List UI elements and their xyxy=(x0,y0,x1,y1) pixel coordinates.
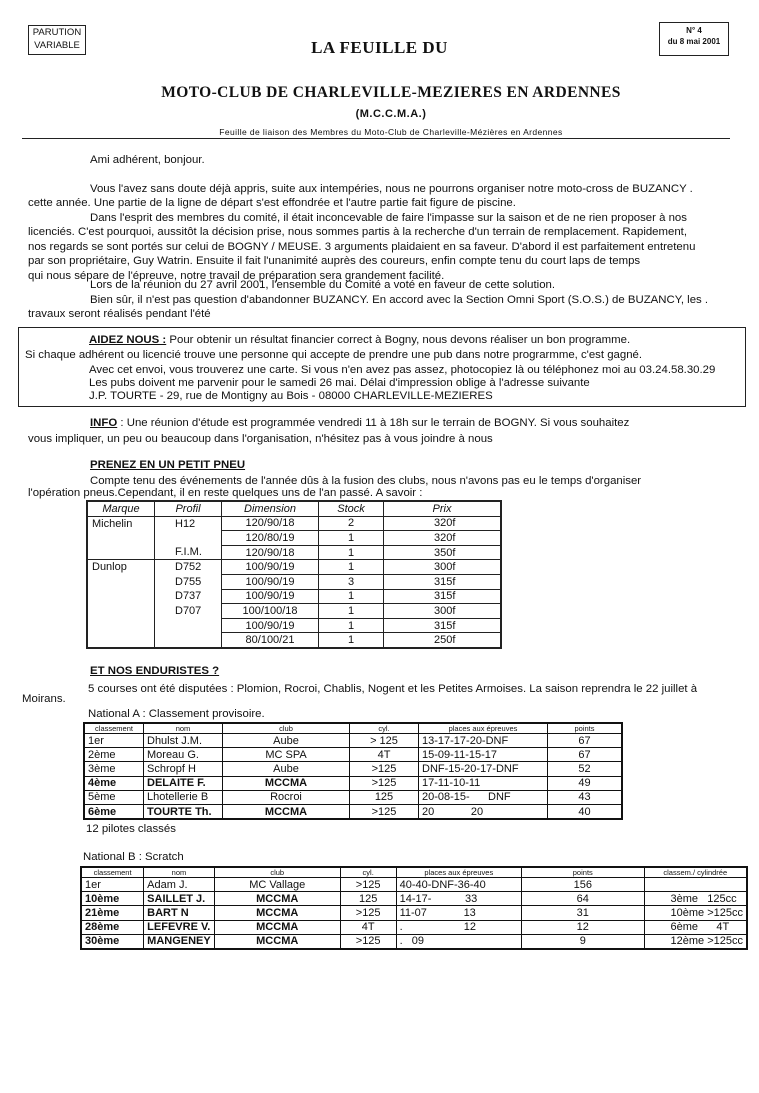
national-a-table xyxy=(83,722,623,820)
name-cell: SAILLET J. xyxy=(144,892,215,906)
issue-box xyxy=(659,22,729,56)
intro-p2-line: qui nous sépare de l'épreuve, notre travail de préparation sera grandement facilité. xyxy=(28,269,445,282)
tire-row xyxy=(87,633,501,648)
points-cell: 49 xyxy=(548,776,623,790)
rank-cell: 6ème xyxy=(84,804,144,819)
cyl-cell: 125 xyxy=(350,790,419,804)
column-header: nom xyxy=(144,723,223,734)
tire-row xyxy=(87,531,501,546)
column-header: classement xyxy=(84,723,144,734)
prix-cell: 350f xyxy=(384,545,502,560)
class-cyl-cell: 12ème >125cc xyxy=(644,934,747,949)
aidez-label: AIDEZ NOUS : xyxy=(89,334,167,346)
column-header: classement xyxy=(81,867,144,878)
stock-cell: 1 xyxy=(319,618,384,633)
prix-cell: 300f xyxy=(384,604,502,619)
aidez-address: J.P. TOURTE - 29, rue de Montigny au Bois - 08000 CHARLEVILLE-MEZIERES xyxy=(89,390,493,402)
marque-cell xyxy=(87,633,155,648)
column-header: nom xyxy=(144,867,215,878)
intro-p1-line: Vous l'avez sans doute déjà appris, suite aux intempéries, nous ne pourrons organiser notre moto-cross de BUZANCY . xyxy=(90,183,693,195)
enduro-heading: ET NOS ENDURISTES ? xyxy=(90,665,220,677)
info-line-2: vous impliquer, un peu ou beaucoup dans l'organisation, n'hésitez pas à vous joindre à nous xyxy=(28,433,493,445)
marque-cell: Michelin xyxy=(87,516,155,531)
national-a-header-row xyxy=(84,723,622,734)
issue-date: du 8 mai 2001 xyxy=(667,37,721,46)
col-profil: Profil xyxy=(155,501,222,516)
rank-cell: 28ème xyxy=(81,920,144,934)
dimension-cell: 100/100/18 xyxy=(222,604,319,619)
intro-p2-line: nos regards se sont portés sur celui de BOGNY / MEUSE. 3 arguments plaidaient en sa faveur. D'abord il est parfaitement entretenu xyxy=(28,240,696,253)
points-cell: 9 xyxy=(522,934,645,949)
cyl-cell: >125 xyxy=(350,804,419,819)
intro-p4-line: Bien sûr, il n'est pas question d'abandonner BUZANCY. En accord avec la Section Omni Sport (S.O.S.) de BUZANCY, les . xyxy=(90,294,709,306)
result-row xyxy=(84,776,622,790)
pneu-heading: PRENEZ EN UN PETIT PNEU xyxy=(90,459,246,471)
points-cell: 31 xyxy=(522,906,645,920)
profil-cell: D752 xyxy=(155,560,222,575)
club-cell: MCCMA xyxy=(214,906,340,920)
column-header: places aux épreuves xyxy=(419,723,548,734)
name-cell: Moreau G. xyxy=(144,748,223,762)
prix-cell: 320f xyxy=(384,516,502,531)
page-title: LA FEUILLE DU xyxy=(311,38,448,57)
tire-row xyxy=(87,516,501,531)
header-rule xyxy=(22,138,730,139)
profil-cell: F.I.M. xyxy=(155,545,222,560)
tire-row xyxy=(87,574,501,589)
club-cell: MCCMA xyxy=(223,804,350,819)
points-cell: 43 xyxy=(548,790,623,804)
rank-cell: 30ème xyxy=(81,934,144,949)
marque-cell xyxy=(87,589,155,604)
stock-cell: 1 xyxy=(319,604,384,619)
cyl-cell: 4T xyxy=(350,748,419,762)
places-cell: 17-11-10-11 xyxy=(419,776,548,790)
name-cell: DELAITE F. xyxy=(144,776,223,790)
club-cell: MC Vallage xyxy=(214,878,340,892)
tire-row xyxy=(87,560,501,575)
rank-cell: 21ème xyxy=(81,906,144,920)
parution-line-2: VARIABLE xyxy=(34,40,80,51)
tire-row xyxy=(87,618,501,633)
pneu-line-2: l'opération pneus.Cependant, il en reste quelques uns de l'an passé. A savoir : xyxy=(28,487,423,499)
info-text: : Une réunion d'étude est programmée vendredi 11 à 18h sur le terrain de BOGNY. Si vous souhaitez xyxy=(117,417,630,429)
club-cell: MCCMA xyxy=(214,920,340,934)
points-cell: 67 xyxy=(548,748,623,762)
points-cell: 40 xyxy=(548,804,623,819)
name-cell: TOURTE Th. xyxy=(144,804,223,819)
dimension-cell: 120/80/19 xyxy=(222,531,319,546)
places-cell: . 09 xyxy=(396,934,521,949)
tagline: Feuille de liaison des Membres du Moto-Club de Charleville-Mézières en Ardennes xyxy=(219,127,563,137)
class-cyl-cell: 3ème 125cc xyxy=(644,892,747,906)
result-row xyxy=(84,748,622,762)
column-header: places aux épreuves xyxy=(396,867,521,878)
intro-p2-line: par son propriétaire, Guy Watrin. Ensuite il fait l'unanimité auprès des coureurs, enfin compte tenu du court laps de temps xyxy=(28,255,641,268)
rank-cell: 3ème xyxy=(84,762,144,776)
profil-cell xyxy=(155,633,222,648)
places-cell: . 12 xyxy=(396,920,521,934)
greeting: Ami adhérent, bonjour. xyxy=(90,154,205,166)
intro-p2-line: Dans l'esprit des membres du comité, il était inconcevable de faire l'impasse sur la saison et de ne rien proposer à nos xyxy=(90,212,687,224)
national-b-header-row xyxy=(81,867,747,878)
col-marque: Marque xyxy=(87,501,155,516)
result-row xyxy=(81,878,747,892)
enduro-line-2: Moirans. xyxy=(22,693,66,705)
column-header: points xyxy=(522,867,645,878)
rank-cell: 5ème xyxy=(84,790,144,804)
info-label: INFO xyxy=(90,417,118,429)
tire-stock-table xyxy=(86,500,502,649)
cyl-cell: 4T xyxy=(340,920,396,934)
prix-cell: 315f xyxy=(384,589,502,604)
class-cyl-cell: 10ème >125cc xyxy=(644,906,747,920)
intro-paragraph-3: Lors de la réunion du 27 avril 2001, l'ensemble du Comité a voté en faveur de cette solution. xyxy=(90,279,556,291)
column-header: club xyxy=(214,867,340,878)
name-cell: Dhulst J.M. xyxy=(144,734,223,748)
intro-paragraph-1 xyxy=(28,182,738,211)
prix-cell: 315f xyxy=(384,574,502,589)
stock-cell: 1 xyxy=(319,560,384,575)
rank-cell: 1er xyxy=(81,878,144,892)
rank-cell: 10ème xyxy=(81,892,144,906)
intro-paragraph-2 xyxy=(28,211,748,283)
profil-cell xyxy=(155,531,222,546)
places-cell: 11-07 13 xyxy=(396,906,521,920)
places-cell: 20 20 xyxy=(419,804,548,819)
rank-cell: 4ème xyxy=(84,776,144,790)
club-cell: Aube xyxy=(223,734,350,748)
result-row xyxy=(84,790,622,804)
stock-cell: 1 xyxy=(319,589,384,604)
cyl-cell: >125 xyxy=(350,776,419,790)
national-a-note: 12 pilotes classés xyxy=(86,823,176,835)
stock-cell: 1 xyxy=(319,633,384,648)
class-cyl-cell xyxy=(644,878,747,892)
rank-cell: 2ème xyxy=(84,748,144,762)
marque-cell xyxy=(87,574,155,589)
parution-line-1: PARUTION xyxy=(32,27,82,38)
places-cell: 20-08-15- DNF xyxy=(419,790,548,804)
col-dimension: Dimension xyxy=(222,501,319,516)
name-cell: Schropf H xyxy=(144,762,223,776)
club-name: MOTO-CLUB DE CHARLEVILLE-MEZIERES EN ARDENNES xyxy=(161,84,621,101)
column-header: cyl. xyxy=(340,867,396,878)
intro-p2-line: licenciés. C'est pourquoi, aussitôt la décision prise, nous sommes partis à la recherche d'un terrain de remplacement. Rapidement, xyxy=(28,226,688,239)
marque-cell xyxy=(87,531,155,546)
profil-cell: D755 xyxy=(155,574,222,589)
places-cell: 14-17- 33 xyxy=(396,892,521,906)
class-cyl-cell: 6ème 4T xyxy=(644,920,747,934)
col-stock: Stock xyxy=(319,501,384,516)
column-header: cyl. xyxy=(350,723,419,734)
cyl-cell: 125 xyxy=(340,892,396,906)
tire-row xyxy=(87,589,501,604)
prix-cell: 300f xyxy=(384,560,502,575)
aidez-line-2: Si chaque adhérent ou licencié trouve une personne qui accepte de prendre une pub dans notre prograrmme, c'est gagné. xyxy=(25,349,643,361)
result-row xyxy=(81,920,747,934)
column-header: classem./ cylindrée xyxy=(644,867,747,878)
dimension-cell: 120/90/18 xyxy=(222,516,319,531)
tire-header-row xyxy=(87,501,501,516)
dimension-cell: 100/90/19 xyxy=(222,560,319,575)
points-cell: 12 xyxy=(522,920,645,934)
points-cell: 67 xyxy=(548,734,623,748)
places-cell: 15-09-11-15-17 xyxy=(419,748,548,762)
cyl-cell: >125 xyxy=(340,878,396,892)
dimension-cell: 100/90/19 xyxy=(222,574,319,589)
dimension-cell: 100/90/19 xyxy=(222,618,319,633)
dimension-cell: 100/90/19 xyxy=(222,589,319,604)
places-cell: 13-17-17-20-DNF xyxy=(419,734,548,748)
name-cell: LEFEVRE V. xyxy=(144,920,215,934)
national-b-table xyxy=(80,866,748,950)
stock-cell: 1 xyxy=(319,531,384,546)
name-cell: Lhotellerie B xyxy=(144,790,223,804)
column-header: club xyxy=(223,723,350,734)
result-row xyxy=(84,762,622,776)
aidez-line-1 xyxy=(89,333,630,347)
profil-cell xyxy=(155,618,222,633)
profil-cell: H12 xyxy=(155,516,222,531)
intro-p4-line: travaux seront réalisés pendant l'été xyxy=(28,308,211,321)
marque-cell xyxy=(87,604,155,619)
enduro-line-1: 5 courses ont été disputées : Plomion, Rocroi, Chablis, Nogent et les Petites Armoises. La saison reprendra le 22 juillet à xyxy=(88,683,698,695)
prix-cell: 315f xyxy=(384,618,502,633)
club-acronym: (M.C.C.M.A.) xyxy=(355,108,427,120)
result-row xyxy=(81,906,747,920)
profil-cell: D737 xyxy=(155,589,222,604)
marque-cell xyxy=(87,545,155,560)
places-cell: DNF-15-20-17-DNF xyxy=(419,762,548,776)
prix-cell: 250f xyxy=(384,633,502,648)
result-row xyxy=(81,892,747,906)
cyl-cell: >125 xyxy=(350,762,419,776)
stock-cell: 2 xyxy=(319,516,384,531)
name-cell: Adam J. xyxy=(144,878,215,892)
info-line-1 xyxy=(90,416,629,430)
club-cell: MCCMA xyxy=(214,892,340,906)
intro-p1-line: cette année. Une partie de la ligne de départ s'est effondrée et l'autre partie fait figure de piscine. xyxy=(28,197,516,210)
aidez-text: Pour obtenir un résultat financier correct à Bogny, nous devons réaliser un bon programme. xyxy=(166,334,631,346)
result-row xyxy=(84,734,622,748)
col-prix: Prix xyxy=(432,502,452,515)
prix-cell: 320f xyxy=(384,531,502,546)
cyl-cell: >125 xyxy=(340,906,396,920)
aidez-nous-box xyxy=(18,327,746,407)
places-cell: 40-40-DNF-36-40 xyxy=(396,878,521,892)
cyl-cell: > 125 xyxy=(350,734,419,748)
club-cell: MCCMA xyxy=(223,776,350,790)
dimension-cell: 80/100/21 xyxy=(222,633,319,648)
national-b-title: National B : Scratch xyxy=(83,851,184,863)
club-cell: MCCMA xyxy=(214,934,340,949)
marque-cell xyxy=(87,618,155,633)
national-a-title: National A : Classement provisoire. xyxy=(88,708,265,720)
stock-cell: 1 xyxy=(319,545,384,560)
cyl-cell: >125 xyxy=(340,934,396,949)
stock-cell: 3 xyxy=(319,574,384,589)
intro-paragraph-4 xyxy=(28,293,748,322)
points-cell: 64 xyxy=(522,892,645,906)
result-row xyxy=(81,934,747,949)
points-cell: 52 xyxy=(548,762,623,776)
aidez-line-3: Avec cet envoi, vous trouverez une carte. Si vous n'en avez pas assez, photocopiez là ou téléphonez moi au 03.24.58.30.29 xyxy=(89,364,716,376)
name-cell: MANGENEY xyxy=(144,934,215,949)
rank-cell: 1er xyxy=(84,734,144,748)
name-cell: BART N xyxy=(144,906,215,920)
dimension-cell: 120/90/18 xyxy=(222,545,319,560)
tire-row xyxy=(87,545,501,560)
issue-number: N° 4 xyxy=(686,26,702,35)
points-cell: 156 xyxy=(522,878,645,892)
club-cell: MC SPA xyxy=(223,748,350,762)
club-cell: Aube xyxy=(223,762,350,776)
pneu-line-1: Compte tenu des événements de l'année dûs à la fusion des clubs, nous n'avons pas eu le temps d'organiser xyxy=(90,475,642,487)
tire-row xyxy=(87,604,501,619)
club-cell: Rocroi xyxy=(223,790,350,804)
result-row xyxy=(84,804,622,819)
marque-cell: Dunlop xyxy=(87,560,155,575)
column-header: points xyxy=(548,723,623,734)
profil-cell: D707 xyxy=(155,604,222,619)
aidez-line-4: Les pubs doivent me parvenir pour le samedi 26 mai. Délai d'impression oblige à l'adresse suivante xyxy=(89,377,590,389)
